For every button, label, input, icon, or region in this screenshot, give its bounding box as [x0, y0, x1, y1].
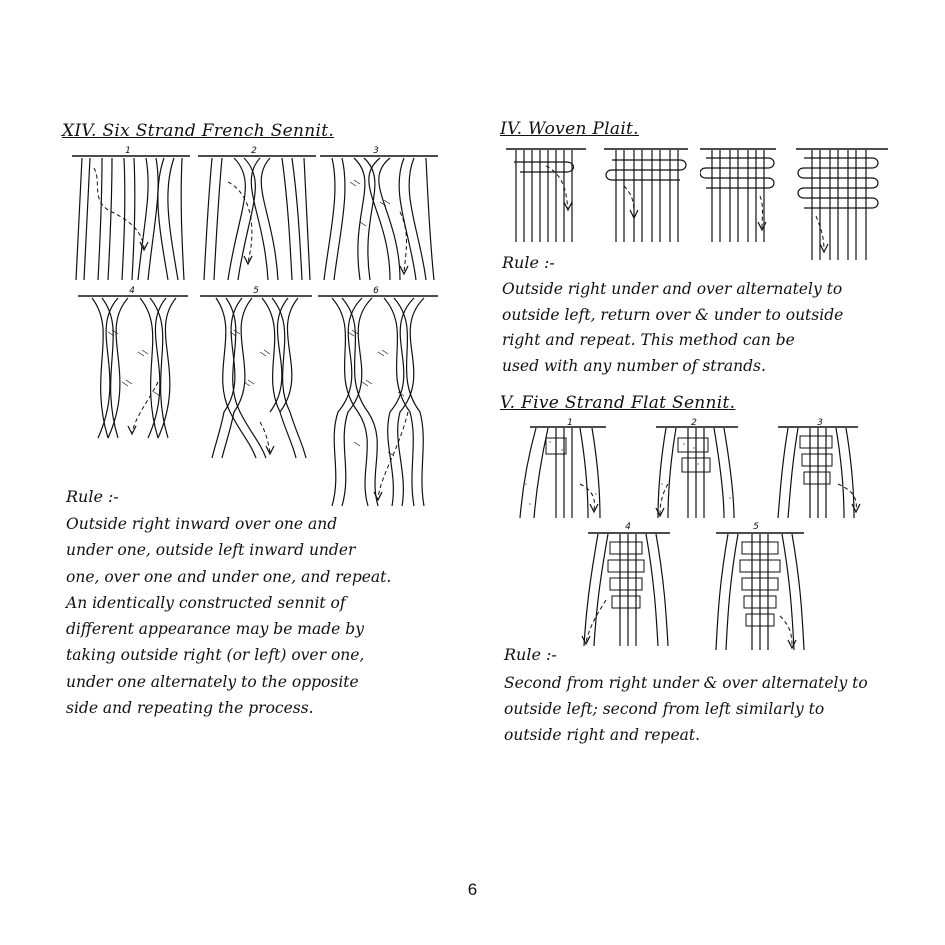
figure-flat-sennit-1	[516, 424, 610, 520]
figure-french-sennit-4	[78, 292, 188, 442]
rule-line: different appearance may be made by	[66, 620, 364, 639]
figure-woven-plait-3	[700, 146, 776, 246]
figure-french-sennit-1	[72, 152, 190, 284]
rule-line: outside left; second from left similarly to	[504, 700, 825, 718]
rule-line: right and repeat. This method can be	[502, 331, 795, 349]
rule-line: under one alternately to the opposite	[66, 672, 359, 691]
figure-flat-sennit-4	[576, 530, 676, 650]
figure-french-sennit-6	[318, 292, 438, 510]
section-name: . Six Strand French Sennit.	[91, 121, 335, 141]
figure-label: 4	[129, 286, 135, 296]
figure-french-sennit-3	[320, 152, 438, 284]
figure-woven-plait-4	[796, 146, 888, 264]
rule-text-french-sennit	[66, 511, 391, 721]
figure-woven-plait-2	[604, 146, 688, 246]
rule-line: taking outside right (or left) over one,	[66, 646, 365, 665]
figure-label: 3	[817, 418, 823, 428]
figure-flat-sennit-5	[710, 530, 810, 654]
section-title-five-strand-flat-sennit	[500, 393, 735, 413]
section-number: V	[500, 393, 510, 413]
rule-text-flat-sennit	[504, 670, 868, 748]
figure-label: 6	[373, 286, 379, 296]
rule-line: Second from right under & over alternately to	[504, 674, 868, 692]
figure-label: 4	[625, 522, 631, 532]
section-number: IV	[500, 119, 517, 139]
rule-line: Outside right inward over one and	[66, 515, 338, 533]
figure-french-sennit-5	[200, 292, 312, 462]
rule-label: Rule :-	[504, 645, 557, 664]
rule-line: one, over one and under one, and repeat.	[66, 567, 392, 586]
rule-label: Rule :-	[66, 487, 119, 506]
rule-line: under one, outside left inward under	[66, 541, 356, 560]
figure-label: 3	[373, 146, 379, 156]
rule-line: outside right and repeat.	[504, 726, 701, 744]
rule-text-woven-plait	[502, 277, 843, 379]
figure-label: 2	[251, 146, 257, 156]
figure-flat-sennit-2	[648, 424, 742, 520]
rule-line: outside left, return over & under to outside	[502, 305, 844, 324]
figure-french-sennit-2	[198, 152, 316, 284]
section-title-six-strand-french-sennit	[62, 121, 334, 141]
figure-label: 5	[753, 522, 759, 532]
rule-line: An identically constructed sennit of	[66, 593, 346, 612]
rule-line: used with any number of strands.	[502, 356, 766, 375]
figure-label: 1	[567, 418, 573, 428]
figure-woven-plait-1	[506, 146, 586, 246]
section-title-woven-plait	[500, 119, 639, 139]
rule-label: Rule :-	[502, 253, 555, 272]
page-number: 6	[467, 880, 478, 899]
figure-flat-sennit-3	[772, 424, 868, 520]
figure-label: 5	[253, 286, 259, 296]
rule-line: side and repeating the process.	[66, 699, 314, 718]
section-number: XIV	[62, 121, 92, 141]
rule-line: Outside right under and over alternately to	[502, 280, 843, 298]
section-name: . Woven Plait.	[516, 119, 639, 139]
figure-label: 2	[691, 418, 697, 428]
section-name: . Five Strand Flat Sennit.	[509, 393, 736, 413]
figure-label: 1	[125, 146, 131, 156]
